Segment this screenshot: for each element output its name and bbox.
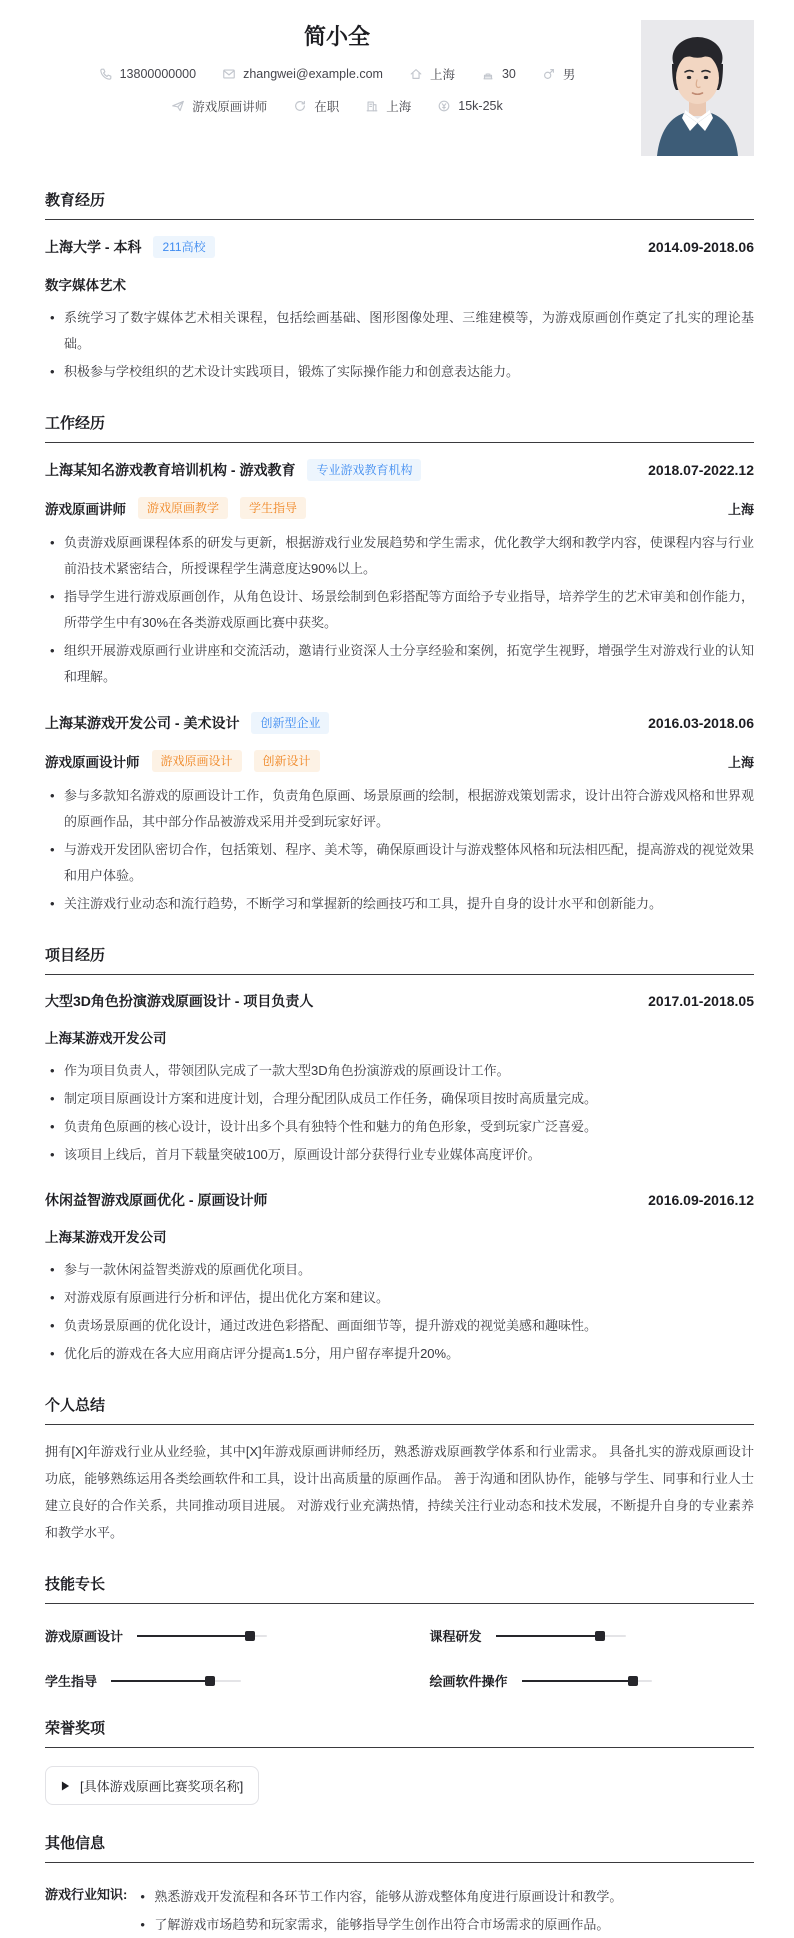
- skills-section-title: 技能专长: [45, 1573, 754, 1604]
- skill-slider-fill: [496, 1635, 600, 1637]
- skill-row: [45, 1671, 370, 1690]
- salary-icon: [437, 99, 451, 113]
- skill-label: 学生指导: [45, 1674, 98, 1690]
- city-value: 上海: [386, 100, 412, 114]
- other-bullets: [135, 1882, 754, 1938]
- age-icon: [481, 67, 495, 81]
- bullet-item: • 参与一款休闲益智类游戏的原画优化项目。: [45, 1257, 754, 1283]
- bullet-item: • 系统学习了数字媒体艺术相关课程，包括绘画基础、图形图像处理、三维建模等，为游戏原画创作奠定了扎实的理论基础。: [45, 305, 754, 357]
- project-bullets: [45, 1257, 754, 1367]
- work-date: 2016.03-2018.06: [648, 715, 754, 731]
- contact-phone: [99, 67, 196, 81]
- contact-row-1: [45, 65, 629, 83]
- skill-slider: [137, 1635, 267, 1637]
- bullet-item: • 该项目上线后，首月下载量突破100万，原画设计部分获得行业专业媒体高度评价。: [45, 1142, 754, 1168]
- skill-slider-handle[interactable]: [205, 1676, 215, 1686]
- project-entry-header: [45, 991, 754, 1011]
- skill-slider-handle[interactable]: [628, 1676, 638, 1686]
- play-triangle-icon: [61, 1781, 70, 1791]
- section-summary: [45, 1394, 754, 1546]
- project-date: 2017.01-2018.05: [648, 993, 754, 1009]
- bullet-item: • 参与多款知名游戏的原画设计工作，负责角色原画、场景原画的绘制，根据游戏策划需求，设计出符合游戏风格和世界观的原画作品，其中部分作品被游戏采用并受到玩家好评。: [45, 783, 754, 835]
- contact-age: [481, 67, 516, 81]
- honor-button-label: [具体游戏原画比赛奖项名称]: [80, 1779, 244, 1795]
- company-name: 上海某知名游戏教育培训机构 - 游戏教育: [45, 462, 296, 478]
- age-value: 30: [501, 67, 516, 81]
- bullet-item: • 组织开展游戏原画行业讲座和交流活动，邀请行业资深人士分享经验和案例，拓宽学生视野，增强学生对游戏行业的认知和理解。: [45, 638, 754, 690]
- job-intention: [171, 97, 267, 115]
- bullet-item: • 负责场景原画的优化设计，通过改进色彩搭配、画面细节等，提升游戏的视觉美感和趣味性。: [45, 1313, 754, 1339]
- summary-text: 拥有[X]年游戏行业从业经验，其中[X]年游戏原画讲师经历，熟悉游戏原画教学体系和行业需求。 具备扎实的游戏原画设计功底，能够熟练运用各类绘画软件和工具，设计出高质量的原画作品。 善于沟通和团队协作，能够与学生、同事和行业人士建立良好的合作关系，共同推动项目进展。 对游戏行业充满热情，持续关注行业动态和技术发展，不断提升自身的专业素养和教学水平。: [45, 1444, 754, 1541]
- work-entry-header: [45, 459, 754, 481]
- company-tag: 创新型企业: [251, 712, 329, 734]
- work-location: 上海: [727, 754, 754, 770]
- project-name: 休闲益智游戏原画优化 - 原画设计师: [45, 1192, 268, 1208]
- skill-slider: [111, 1680, 241, 1682]
- skills-grid: [45, 1626, 754, 1690]
- other-section-title: 其他信息: [45, 1832, 754, 1863]
- job-title-value: 游戏原画讲师: [192, 100, 268, 114]
- company-name: 上海某游戏开发公司 - 美术设计: [45, 715, 240, 731]
- bullet-item: • 积极参与学校组织的艺术设计实践项目，锻炼了实际操作能力和创意表达能力。: [45, 359, 754, 385]
- project-date: 2016.09-2016.12: [648, 1192, 754, 1208]
- header-text-block: [45, 20, 629, 115]
- work-bullets: [45, 783, 754, 917]
- work-bullets: [45, 530, 754, 690]
- status-icon: [293, 99, 307, 113]
- home-icon: [409, 67, 423, 81]
- role-title: 游戏原画讲师: [45, 502, 126, 517]
- skill-label: 游戏原画设计: [45, 1629, 124, 1645]
- skill-slider: [522, 1680, 652, 1682]
- role-tag: 创新设计: [254, 750, 320, 772]
- role-title: 游戏原画设计师: [45, 755, 140, 770]
- phone-icon: [99, 67, 113, 81]
- section-education: [45, 189, 754, 385]
- bullet-item: • 关注游戏行业动态和流行趋势，不断学习和掌握新的绘画技巧和工具，提升自身的设计水平和创新能力。: [45, 891, 754, 917]
- contact-email: [222, 67, 383, 81]
- work-role-row: [45, 497, 754, 519]
- job-status: [293, 97, 339, 115]
- work-date: 2018.07-2022.12: [648, 462, 754, 478]
- skill-slider-fill: [111, 1680, 210, 1682]
- education-section-title: 教育经历: [45, 189, 754, 220]
- profile-photo: [641, 20, 754, 156]
- resume-header: [45, 20, 754, 162]
- profile-photo-illustration: [641, 20, 754, 156]
- projects-section-title: 项目经历: [45, 944, 754, 975]
- education-major-row: [45, 274, 754, 294]
- section-other: [45, 1832, 754, 1938]
- role-tag: 学生指导: [240, 497, 306, 519]
- other-info-label: 游戏行业知识:: [45, 1887, 128, 1903]
- bullet-item: • 与游戏开发团队密切合作，包括策划、程序、美术等，确保原画设计与游戏整体风格和玩法相匹配，提高游戏的视觉效果和用户体验。: [45, 837, 754, 889]
- project-name: 大型3D角色扮演游戏原画设计 - 项目负责人: [45, 993, 314, 1009]
- work-location: 上海: [727, 501, 754, 517]
- location-value: 上海: [429, 68, 455, 82]
- salary-value: 15k-25k: [458, 99, 503, 113]
- education-bullets: [45, 305, 754, 385]
- contact-gender: [542, 65, 576, 83]
- work-role-row: [45, 750, 754, 772]
- email-icon: [222, 67, 236, 81]
- contact-row-2: [45, 97, 629, 115]
- bullet-item: • 负责游戏原画课程体系的研发与更新，根据游戏行业发展趋势和学生需求，优化教学大纲和教学内容，使课程内容与行业前沿技术紧密结合，所授课程学生满意度达90%以上。: [45, 530, 754, 582]
- section-work: [45, 412, 754, 917]
- expected-salary: [437, 99, 502, 113]
- bullet-item: • 熟悉游戏开发流程和各环节工作内容，能够从游戏整体角度进行原画设计和教学。: [135, 1884, 754, 1910]
- summary-section-title: 个人总结: [45, 1394, 754, 1425]
- email-value: zhangwei@example.com: [243, 67, 383, 81]
- school-name: 上海大学 - 本科: [45, 239, 142, 255]
- skill-slider-handle[interactable]: [245, 1631, 255, 1641]
- current-city: [365, 97, 411, 115]
- bullet-item: • 作为项目负责人，带领团队完成了一款大型3D角色扮演游戏的原画设计工作。: [45, 1058, 754, 1084]
- other-info-row: [45, 1871, 754, 1938]
- skill-label: 绘画软件操作: [429, 1674, 508, 1690]
- project-company: 上海某游戏开发公司: [45, 1031, 167, 1046]
- skill-slider-fill: [137, 1635, 250, 1637]
- section-skills: [45, 1573, 754, 1690]
- education-date: 2014.09-2018.06: [648, 239, 754, 255]
- status-value: 在职: [314, 100, 340, 114]
- skill-slider-handle[interactable]: [595, 1631, 605, 1641]
- job-icon: [171, 99, 185, 113]
- bullet-item: • 优化后的游戏在各大应用商店评分提高1.5分，用户留存率提升20%。: [45, 1341, 754, 1367]
- honors-section-title: 荣誉奖项: [45, 1717, 754, 1748]
- skill-slider-fill: [522, 1680, 634, 1682]
- skill-slider: [496, 1635, 626, 1637]
- section-projects: [45, 944, 754, 1367]
- education-entry-header: [45, 236, 754, 258]
- project-company-row: [45, 1027, 754, 1047]
- gender-icon: [542, 67, 556, 81]
- role-tag: 游戏原画设计: [152, 750, 242, 772]
- project-company: 上海某游戏开发公司: [45, 1230, 167, 1245]
- bullet-item: • 负责角色原画的核心设计，设计出多个具有独特个性和魅力的角色形象，受到玩家广泛喜爱。: [45, 1114, 754, 1140]
- education-major: 数字媒体艺术: [45, 278, 126, 293]
- skill-label: 课程研发: [429, 1629, 482, 1645]
- school-tag: 211高校: [153, 236, 214, 258]
- role-tag: 游戏原画教学: [138, 497, 228, 519]
- project-company-row: [45, 1226, 754, 1246]
- candidate-name: 简小全: [303, 24, 370, 49]
- bullet-item: • 了解游戏市场趋势和玩家需求，能够指导学生创作出符合市场需求的原画作品。: [135, 1912, 754, 1938]
- city-icon: [365, 99, 379, 113]
- work-section-title: 工作经历: [45, 412, 754, 443]
- honor-expand-button[interactable]: [45, 1766, 259, 1805]
- work-entry-header: [45, 712, 754, 734]
- bullet-item: • 指导学生进行游戏原画创作，从角色设计、场景绘制到色彩搭配等方面给予专业指导，培养学生的艺术审美和创作能力，所带学生中有30%在各类游戏原画比赛中获奖。: [45, 584, 754, 636]
- gender-value: 男: [562, 68, 576, 82]
- project-bullets: [45, 1058, 754, 1168]
- skill-row: [430, 1671, 755, 1690]
- bullet-item: • 制定项目原画设计方案和进度计划，合理分配团队成员工作任务，确保项目按时高质量完成。: [45, 1086, 754, 1112]
- company-tag: 专业游戏教育机构: [307, 459, 421, 481]
- phone-value: 13800000000: [119, 67, 197, 81]
- contact-location: [409, 65, 455, 83]
- project-entry-header: [45, 1190, 754, 1210]
- section-honors: [45, 1717, 754, 1805]
- bullet-item: • 对游戏原有原画进行分析和评估，提出优化方案和建议。: [45, 1285, 754, 1311]
